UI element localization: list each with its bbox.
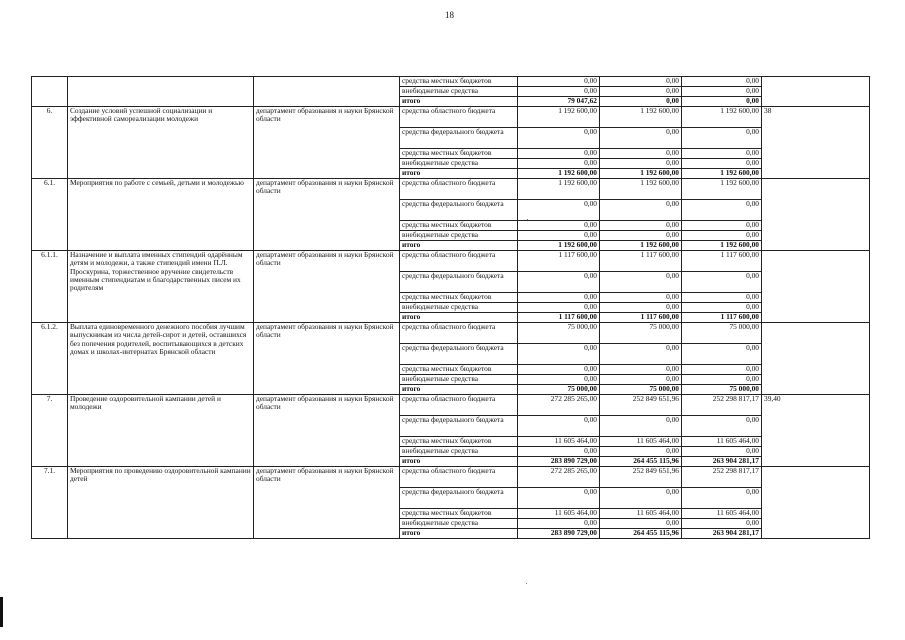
value-cell: 0,00 (600, 128, 682, 149)
value-cell: 75 000,00 (682, 385, 762, 395)
indicator-ref (762, 323, 870, 395)
source-label: итого (400, 385, 518, 395)
value-cell: 0,00 (682, 87, 762, 97)
funding-row (32, 107, 870, 128)
source-label: средства местных бюджетов (400, 437, 518, 447)
value-cell: 1 117 600,00 (518, 251, 600, 272)
value-cell: 0,00 (600, 447, 682, 457)
value-cell: 79 047,62 (518, 97, 600, 107)
value-cell: 1 192 600,00 (518, 169, 600, 179)
value-cell: 0,00 (600, 344, 682, 365)
indicator-ref (762, 251, 870, 323)
value-cell: 0,00 (682, 447, 762, 457)
value-cell: 1 117 600,00 (518, 313, 600, 323)
source-label: средства федерального бюджета (400, 416, 518, 437)
source-label: средства федерального бюджета (400, 200, 518, 221)
value-cell: 272 285 265,00 (518, 395, 600, 416)
value-cell: 0,00 (600, 77, 682, 87)
item-name: Мероприятия по работе с семьей, детьми и молодежью (68, 179, 254, 251)
source-label: внебюджетные средства (400, 87, 518, 97)
value-cell: 1 192 600,00 (682, 169, 762, 179)
item-department: департамент образования и науки Брянской области (254, 251, 400, 323)
value-cell: 0,00 (518, 128, 600, 149)
source-label: внебюджетные средства (400, 159, 518, 169)
value-cell: 252 849 651,96 (600, 467, 682, 488)
source-label: итого (400, 169, 518, 179)
item-number: 7.1. (32, 467, 68, 539)
value-cell: 0,00 (600, 375, 682, 385)
item-number: 7. (32, 395, 68, 467)
source-label: внебюджетные средства (400, 375, 518, 385)
source-label: средства федерального бюджета (400, 128, 518, 149)
value-cell: 75 000,00 (518, 323, 600, 344)
source-label: средства местных бюджетов (400, 149, 518, 159)
funding-row (32, 395, 870, 416)
source-label: внебюджетные средства (400, 519, 518, 529)
value-cell: 0,00 (518, 272, 600, 293)
item-name: Проведение оздоровительной кампании детей и молодежи (68, 395, 254, 467)
value-cell: 0,00 (682, 272, 762, 293)
budget-table (31, 76, 870, 539)
item-name: Создание условий успешной социализации и эффективной самореализации молодежи (68, 107, 254, 179)
value-cell: 0,00 (682, 488, 762, 509)
value-cell: 283 890 729,00 (518, 457, 600, 467)
value-cell: 0,00 (518, 519, 600, 529)
funding-row (32, 179, 870, 200)
value-cell: 11 605 464,00 (682, 509, 762, 519)
value-cell: 0,00 (518, 77, 600, 87)
value-cell: 0,00 (518, 375, 600, 385)
item-name: Мероприятия по проведению оздоровительной кампании детей (68, 467, 254, 539)
value-cell: 0,00 (600, 303, 682, 313)
source-label: средства местных бюджетов (400, 77, 518, 87)
value-cell: 0,00 (682, 149, 762, 159)
value-cell: 0,00 (682, 344, 762, 365)
source-label: итого (400, 313, 518, 323)
item-number: 6. (32, 107, 68, 179)
value-cell: 0,00 (600, 159, 682, 169)
value-cell: 11 605 464,00 (518, 509, 600, 519)
value-cell: 75 000,00 (682, 323, 762, 344)
value-cell: 0,00 (682, 519, 762, 529)
value-cell: 0,00 (600, 149, 682, 159)
scan-speck (526, 583, 527, 584)
value-cell: 0,00 (600, 416, 682, 437)
value-cell: 11 605 464,00 (600, 509, 682, 519)
value-cell: 1 117 600,00 (682, 251, 762, 272)
item-number: 6.1. (32, 179, 68, 251)
value-cell: 0,00 (682, 231, 762, 241)
value-cell: 0,00 (518, 344, 600, 365)
source-label: средства федерального бюджета (400, 344, 518, 365)
funding-row (32, 251, 870, 272)
value-cell: 272 285 265,00 (518, 467, 600, 488)
value-cell: 1 117 600,00 (682, 313, 762, 323)
item-department: департамент образования и науки Брянской области (254, 395, 400, 467)
value-cell: 11 605 464,00 (600, 437, 682, 447)
indicator-ref: 39,40 (762, 395, 870, 467)
value-cell: 0,00 (518, 416, 600, 437)
value-cell: 0,00 (682, 416, 762, 437)
value-cell: 0,00 (600, 488, 682, 509)
value-cell: 0,00 (682, 77, 762, 87)
scan-speck (527, 219, 528, 220)
source-label: внебюджетные средства (400, 231, 518, 241)
value-cell: 1 192 600,00 (682, 241, 762, 251)
value-cell: 1 192 600,00 (682, 179, 762, 200)
indicator-ref (762, 179, 870, 251)
value-cell: 1 192 600,00 (600, 179, 682, 200)
value-cell: 0,00 (600, 519, 682, 529)
item-department: департамент образования и науки Брянской области (254, 179, 400, 251)
value-cell: 0,00 (600, 97, 682, 107)
value-cell: 252 298 817,17 (682, 395, 762, 416)
value-cell: 1 192 600,00 (682, 107, 762, 128)
source-label: итого (400, 457, 518, 467)
source-label: итого (400, 529, 518, 539)
item-department: департамент образования и науки Брянской области (254, 107, 400, 179)
source-label: средства местных бюджетов (400, 221, 518, 231)
value-cell: 0,00 (682, 200, 762, 221)
source-label: средства областного бюджета (400, 107, 518, 128)
source-label: средства областного бюджета (400, 323, 518, 344)
value-cell: 0,00 (518, 293, 600, 303)
indicator-ref: 38 (762, 107, 870, 179)
source-label: средства местных бюджетов (400, 293, 518, 303)
value-cell: 11 605 464,00 (518, 437, 600, 447)
value-cell: 0,00 (600, 293, 682, 303)
value-cell: 0,00 (682, 365, 762, 375)
value-cell: 264 455 115,96 (600, 529, 682, 539)
value-cell: 0,00 (682, 293, 762, 303)
value-cell: 1 117 600,00 (600, 313, 682, 323)
value-cell: 75 000,00 (518, 385, 600, 395)
value-cell: 263 904 281,17 (682, 529, 762, 539)
value-cell: 1 192 600,00 (600, 107, 682, 128)
value-cell: 1 192 600,00 (518, 241, 600, 251)
value-cell: 75 000,00 (600, 323, 682, 344)
source-label: средства федерального бюджета (400, 488, 518, 509)
value-cell: 283 890 729,00 (518, 529, 600, 539)
value-cell: 1 192 600,00 (600, 169, 682, 179)
source-label: средства областного бюджета (400, 395, 518, 416)
value-cell: 0,00 (600, 221, 682, 231)
value-cell: 0,00 (518, 447, 600, 457)
item-department: департамент образования и науки Брянской области (254, 467, 400, 539)
scan-edge-mark (0, 597, 3, 627)
item-department: департамент образования и науки Брянской области (254, 323, 400, 395)
item-name: Выплата единовременного денежного пособия лучшим выпускникам из числа детей-сирот и детей, оставшихся без попечения родителей, воспитывающихся в детских домах и школах-интернатах Брянской области (68, 323, 254, 395)
value-cell: 0,00 (518, 200, 600, 221)
indicator-ref (762, 467, 870, 539)
page-number: 18 (445, 10, 454, 20)
carryover-row (32, 77, 870, 87)
source-label: итого (400, 97, 518, 107)
value-cell: 1 192 600,00 (518, 179, 600, 200)
value-cell: 0,00 (682, 303, 762, 313)
value-cell: 0,00 (600, 272, 682, 293)
value-cell: 0,00 (518, 231, 600, 241)
value-cell: 0,00 (518, 488, 600, 509)
value-cell: 11 605 464,00 (682, 437, 762, 447)
value-cell: 0,00 (682, 375, 762, 385)
value-cell: 0,00 (518, 365, 600, 375)
value-cell: 0,00 (600, 365, 682, 375)
value-cell: 0,00 (600, 87, 682, 97)
value-cell: 252 849 651,96 (600, 395, 682, 416)
source-label: средства местных бюджетов (400, 365, 518, 375)
source-label: итого (400, 241, 518, 251)
item-name: Назначение и выплата именных стипендий одарённым детям и молодежи, а также стипендий имени П.Л. Проскурина, торжественное вручение свидетельств именным стипендиатам и благодарственных писем их родителям (68, 251, 254, 323)
value-cell: 0,00 (682, 159, 762, 169)
value-cell: 0,00 (682, 221, 762, 231)
value-cell: 0,00 (682, 128, 762, 149)
value-cell: 1 192 600,00 (600, 241, 682, 251)
value-cell: 0,00 (682, 97, 762, 107)
value-cell: 75 000,00 (600, 385, 682, 395)
value-cell: 0,00 (518, 221, 600, 231)
source-label: внебюджетные средства (400, 303, 518, 313)
value-cell: 0,00 (600, 231, 682, 241)
source-label: внебюджетные средства (400, 447, 518, 457)
value-cell: 0,00 (518, 303, 600, 313)
value-cell: 1 192 600,00 (518, 107, 600, 128)
value-cell: 252 298 817,17 (682, 467, 762, 488)
value-cell: 0,00 (518, 87, 600, 97)
value-cell: 263 904 281,17 (682, 457, 762, 467)
value-cell: 1 117 600,00 (600, 251, 682, 272)
source-label: средства областного бюджета (400, 467, 518, 488)
source-label: средства местных бюджетов (400, 509, 518, 519)
value-cell: 264 455 115,96 (600, 457, 682, 467)
value-cell: 0,00 (518, 159, 600, 169)
source-label: средства федерального бюджета (400, 272, 518, 293)
funding-row (32, 323, 870, 344)
value-cell: 0,00 (600, 200, 682, 221)
source-label: средства областного бюджета (400, 179, 518, 200)
item-number: 6.1.1. (32, 251, 68, 323)
value-cell: 0,00 (518, 149, 600, 159)
item-number: 6.1.2. (32, 323, 68, 395)
funding-row (32, 467, 870, 488)
source-label: средства областного бюджета (400, 251, 518, 272)
